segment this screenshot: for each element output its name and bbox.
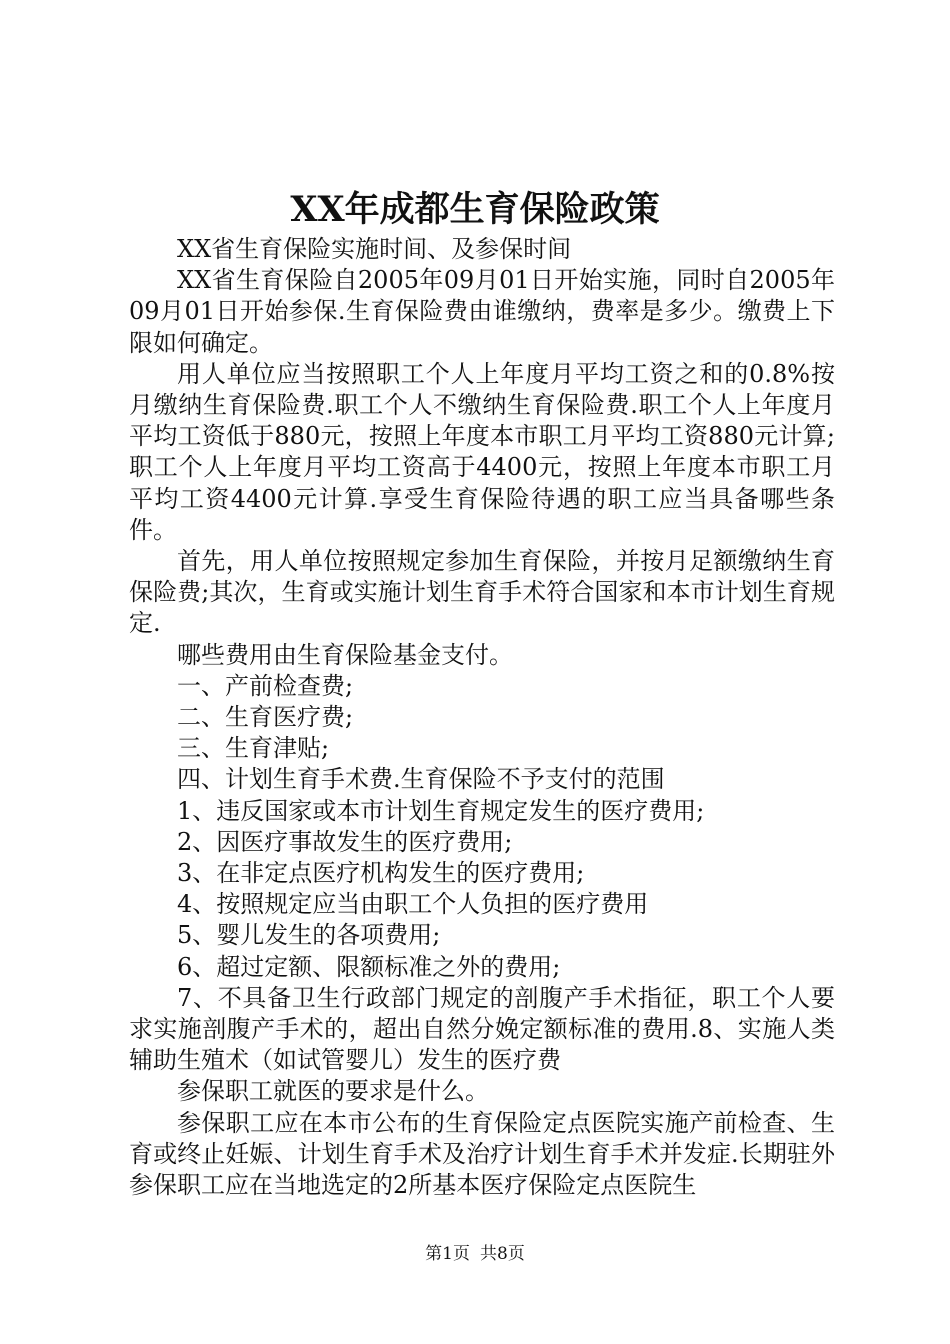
document-body xyxy=(129,234,835,1201)
paragraph: 参保职工就医的要求是什么。 xyxy=(177,1077,489,1106)
list-item: 四、计划生育手术费.生育保险不予支付的范围 xyxy=(177,765,665,794)
list-item: 5、婴儿发生的各项费用; xyxy=(177,921,441,950)
list-item: 1、违反国家或本市计划生育规定发生的医疗费用; xyxy=(177,796,705,825)
list-item: 7、不具备卫生行政部门规定的剖腹产手术指征，职工个人要求实施剖腹产手术的，超出自然分娩定额标准的费用.8、实施人类辅助生殖术（如试管婴儿）发生的医疗费 xyxy=(129,983,835,1075)
list-item: 一、产前检查费; xyxy=(177,671,354,700)
paragraph: 哪些费用由生育保险基金支付。 xyxy=(177,640,513,669)
page-number: 第1页 xyxy=(425,1244,470,1264)
list-item: 三、生育津贴; xyxy=(177,734,330,763)
list-item: 3、在非定点医疗机构发生的医疗费用; xyxy=(177,859,585,888)
paragraph: XX省生育保险自2005年09月01日开始实施，同时自2005年09月01日开始参保.生育保险费由谁缴纳，费率是多少。缴费上下限如何确定。 xyxy=(129,266,835,357)
page-footer xyxy=(0,1242,950,1266)
list-item: 二、生育医疗费; xyxy=(177,703,354,732)
paragraph: 首先，用人单位按照规定参加生育保险，并按月足额缴纳生育保险费;其次，生育或实施计划生育手术符合国家和本市计划生育规定. xyxy=(129,547,835,638)
paragraph: 参保职工应在本市公布的生育保险定点医院实施产前检查、生育或终止妊娠、计划生育手术及治疗计划生育手术并发症.长期驻外参保职工应在当地选定的2所基本医疗保险定点医院生 xyxy=(129,1108,835,1200)
document-title: XX年成都生育保险政策 xyxy=(290,189,660,230)
paragraph: 用人单位应当按照职工个人上年度月平均工资之和的0.8%按月缴纳生育保险费.职工个人不缴纳生育保险费.职工个人上年度月平均工资低于880元，按照上年度本市职工月平均工资880元计算;职工个人上年度月平均工资高于4400元，按照上年度本市职工月平均工资4400元计算.享受生育保险待遇的职工应当具备哪些条件。 xyxy=(129,359,835,544)
page-total: 共8页 xyxy=(480,1244,525,1264)
list-item: 4、按照规定应当由职工个人负担的医疗费用 xyxy=(177,890,649,919)
list-item: 2、因医疗事故发生的医疗费用; xyxy=(177,827,513,856)
paragraph: XX省生育保险实施时间、及参保时间 xyxy=(177,235,572,263)
list-item: 6、超过定额、限额标准之外的费用; xyxy=(177,952,561,981)
